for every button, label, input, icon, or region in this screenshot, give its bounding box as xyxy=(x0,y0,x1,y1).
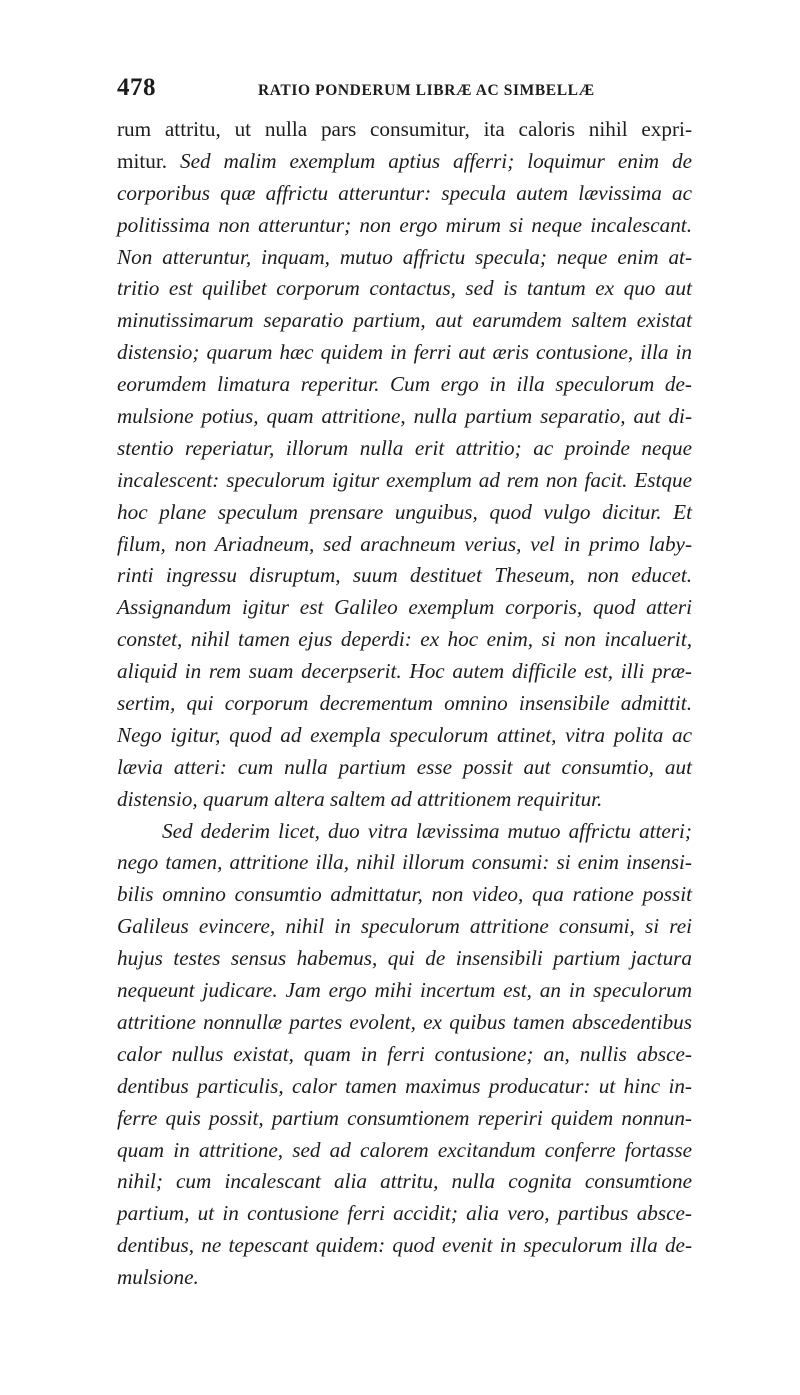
text-line xyxy=(117,465,692,497)
text-line xyxy=(117,1262,692,1294)
text-span: constet, nihil tamen ejus deperdi: ex hoc enim, si non incaluerit, xyxy=(117,627,692,652)
text-line xyxy=(117,847,692,879)
text-line xyxy=(117,433,692,465)
text-span: nego tamen, attritione illa, nihil illorum consumi: si enim insensi- xyxy=(117,850,692,875)
text-span: rinti ingressu disruptum, suum destituet Theseum, non educet. xyxy=(117,563,692,588)
text-line xyxy=(117,879,692,911)
text-span: Assignandum igitur est Galileo exemplum corporis, quod atteri xyxy=(117,595,692,620)
text-line xyxy=(117,560,692,592)
text-line xyxy=(117,210,692,242)
text-span: Galileus evincere, nihil in speculorum attritione consumi, si rei xyxy=(117,914,692,939)
text-line xyxy=(117,624,692,656)
text-line xyxy=(117,305,692,337)
text-span: dentibus particulis, calor tamen maximus producatur: ut hinc in- xyxy=(117,1073,692,1098)
text-span: ferre quis possit, partium consumtionem reperiri quidem nonnun- xyxy=(117,1105,692,1130)
text-span: mulsione. xyxy=(117,1265,199,1290)
text-span: corporibus quæ affrictu atteruntur: specula autem lævissima ac xyxy=(117,180,692,205)
text-line xyxy=(117,401,692,433)
text-span: hoc plane speculum prensare unguibus, quod vulgo dicitur. Et xyxy=(117,499,692,524)
text-span: eorumdem limatura reperitur. Cum ergo in illa speculorum de- xyxy=(117,372,692,397)
text-span: Nego igitur, quod ad exempla speculorum attinet, vitra polita ac xyxy=(117,722,692,747)
text-span: tritio est quilibet corporum contactus, sed is tantum ex quo aut xyxy=(117,276,692,301)
text-span: Sed malim exemplum aptius afferri; loquimur enim de xyxy=(179,148,692,173)
text-line xyxy=(117,784,692,816)
text-line xyxy=(117,114,692,146)
text-span: hujus testes sensus habemus, qui de insensibili partium jactura xyxy=(117,946,692,971)
text-line xyxy=(117,688,692,720)
text-line xyxy=(117,911,692,943)
text-span: distensio; quarum hæc quidem in ferri aut æris contusione, illa in xyxy=(117,340,692,365)
text-span: nequeunt judicare. Jam ergo mihi incertum est, an in speculorum xyxy=(117,978,692,1003)
text-line xyxy=(117,369,692,401)
text-span: lævia atteri: cum nulla partium esse possit aut consumtio, aut xyxy=(117,754,692,779)
text-line xyxy=(117,752,692,784)
text-span: calor nullus existat, quam in ferri contusione; an, nullis absce- xyxy=(117,1041,692,1066)
text-line xyxy=(117,1007,692,1039)
page-number: 478 xyxy=(117,74,156,101)
text-span: Non atteruntur, inquam, mutuo affrictu specula; neque enim at- xyxy=(117,244,692,269)
text-span: dentibus, ne tepescant quidem: quod evenit in speculorum illa de- xyxy=(117,1233,692,1258)
text-line xyxy=(117,816,692,848)
text-line xyxy=(117,592,692,624)
text-span: mulsione potius, quam attritione, nulla partium separatio, aut di- xyxy=(117,404,692,429)
text-line xyxy=(117,943,692,975)
text-line xyxy=(117,975,692,1007)
text-span: attritione nonnullæ partes evolent, ex quibus tamen abscedentibus xyxy=(117,1009,692,1034)
text-line xyxy=(117,720,692,752)
text-line xyxy=(117,1198,692,1230)
text-span: partium, ut in contusione ferri accidit; alia vero, partibus absce- xyxy=(117,1201,692,1226)
body-text xyxy=(117,114,692,1294)
text-line xyxy=(117,1071,692,1103)
text-line xyxy=(117,1103,692,1135)
running-title: RATIO PONDERUM LIBRÆ AC SIMBELLÆ xyxy=(258,82,595,99)
text-span: rum attritu, ut nulla pars consumitur, ita caloris nihil expri- xyxy=(117,117,692,141)
text-span: filum, non Ariadneum, sed arachneum verius, vel in primo laby- xyxy=(117,531,692,556)
text-line xyxy=(117,497,692,529)
text-line xyxy=(117,1039,692,1071)
text-span: quam in attritione, sed ad calorem excitandum conferre fortasse xyxy=(117,1137,692,1162)
text-span: distensio, quarum altera saltem ad attritionem requiritur. xyxy=(117,786,603,811)
text-span: aliquid in rem suam decerpserit. Hoc autem difficile est, illi præ- xyxy=(117,659,692,684)
text-span: stentio reperiatur, illorum nulla erit attritio; ac proinde neque xyxy=(117,435,692,460)
text-line xyxy=(117,273,692,305)
text-span: mitur. xyxy=(117,148,180,173)
text-line xyxy=(117,1166,692,1198)
text-span: incalescent: speculorum igitur exemplum ad rem non facit. Estque xyxy=(117,467,692,492)
running-head xyxy=(117,74,692,104)
text-line xyxy=(117,1135,692,1167)
text-span: Sed dederim licet, duo vitra lævissima mutuo affrictu atteri; xyxy=(162,818,692,843)
text-span: minutissimarum separatio partium, aut earumdem saltem existat xyxy=(117,308,692,333)
text-span: politissima non atteruntur; non ergo mirum si neque incalescant. xyxy=(117,212,692,237)
text-line xyxy=(117,146,692,178)
text-span: sertim, qui corporum decrementum omnino insensibile admittit. xyxy=(117,691,692,716)
text-line xyxy=(117,242,692,274)
text-line xyxy=(117,178,692,210)
text-span: bilis omnino consumtio admittatur, non video, qua ratione possit xyxy=(117,882,692,907)
text-line xyxy=(117,529,692,561)
text-line xyxy=(117,337,692,369)
text-line xyxy=(117,1230,692,1262)
text-line xyxy=(117,656,692,688)
text-span: nihil; cum incalescant alia attritu, nulla cognita consumtione xyxy=(117,1169,692,1194)
